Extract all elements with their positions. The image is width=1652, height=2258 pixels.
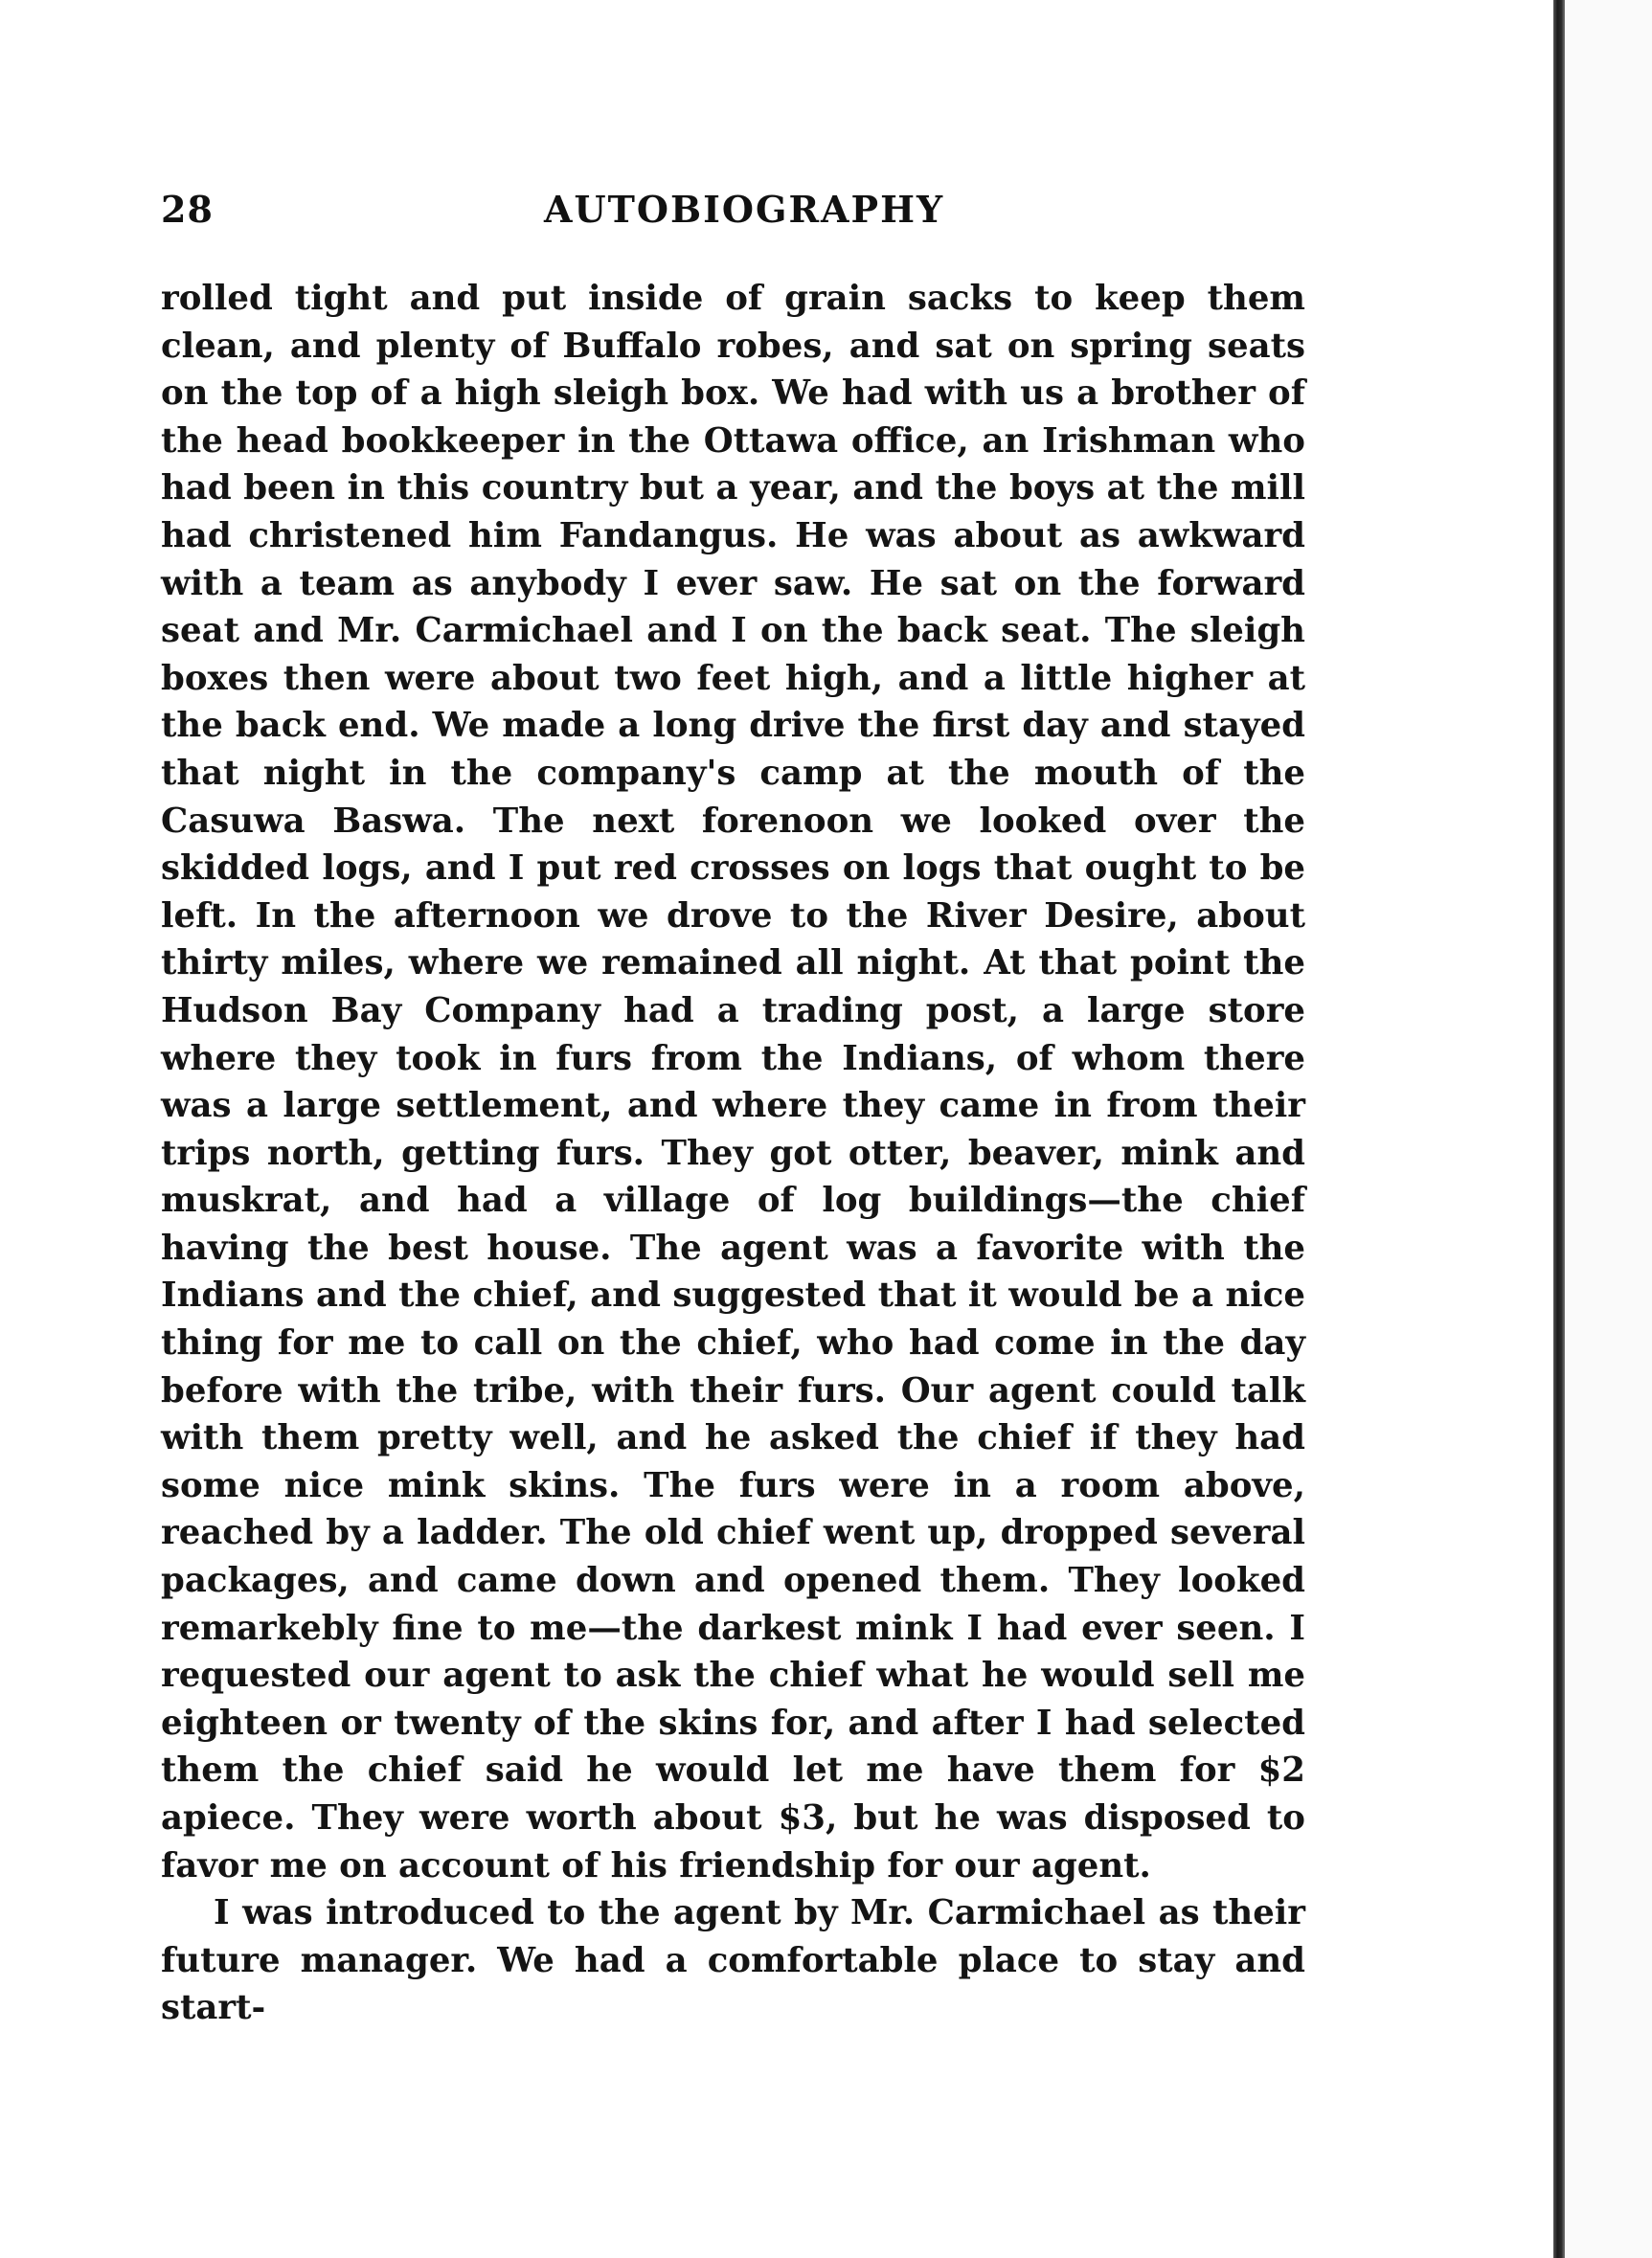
paragraph: rolled tight and put inside of grain sacks to keep them clean, and plenty of Buffalo robes, and sat on spring seats on the top of a high sleigh box. We had with us a brother of the head bookkeeper in the Ottawa office, an Irishman who had been in this country but a year, and the boys at the mill had christened him Fandangus. He was about as awkward with a team as anybody I ever saw. He sat on the forward seat and Mr. Carmichael and I on the back seat. The sleigh boxes then were about two feet high, and a little higher at the back end. We made a long drive the first day and stayed that night in the company's camp at the mouth of the Casuwa Baswa. The next forenoon we looked over the skidded logs, and I put red crosses on logs that ought to be left. In the afternoon we drove to the River Desire, about thirty miles, where we remained all night. At that point the Hudson Bay Company had a trading post, a large store where they took in furs from the Indians, of whom there was a large settlement, and where they came in from their trips north, getting furs. They got otter, beaver, mink and muskrat, and had a village of log buildings—the chief having the best house. The agent was a favorite with the Indians and the chief, and suggested that it would be a nice thing for me to call on the chief, who had come in the day before with the tribe, with their furs. Our agent could talk with them pretty well, and he asked the chief if they had some nice mink skins. The furs were in a room above, reached by a ladder. The old chief went up, dropped several packages, and came down and opened them. They looked remarkebly fine to me—the darkest mink I had ever seen. I requested our agent to ask the chief what he would sell me eighteen or twenty of the skins for, and after I had selected them the chief said he would let me have them for $2 apiece. They were worth about $3, but he was disposed to favor me on account of his friendship for our agent.: [161, 279, 1305, 1885]
body-text: [161, 275, 1305, 2032]
running-head: AUTOBIOGRAPHY: [544, 188, 945, 231]
binding-margin: [1565, 0, 1652, 2258]
binding-edge: [1553, 0, 1565, 2258]
paragraph: I was introduced to the agent by Mr. Carmichael as their future manager. We had a comfortable place to stay and start-: [161, 1893, 1305, 2028]
page-header: [161, 188, 1310, 236]
page-number: 28: [161, 188, 214, 231]
